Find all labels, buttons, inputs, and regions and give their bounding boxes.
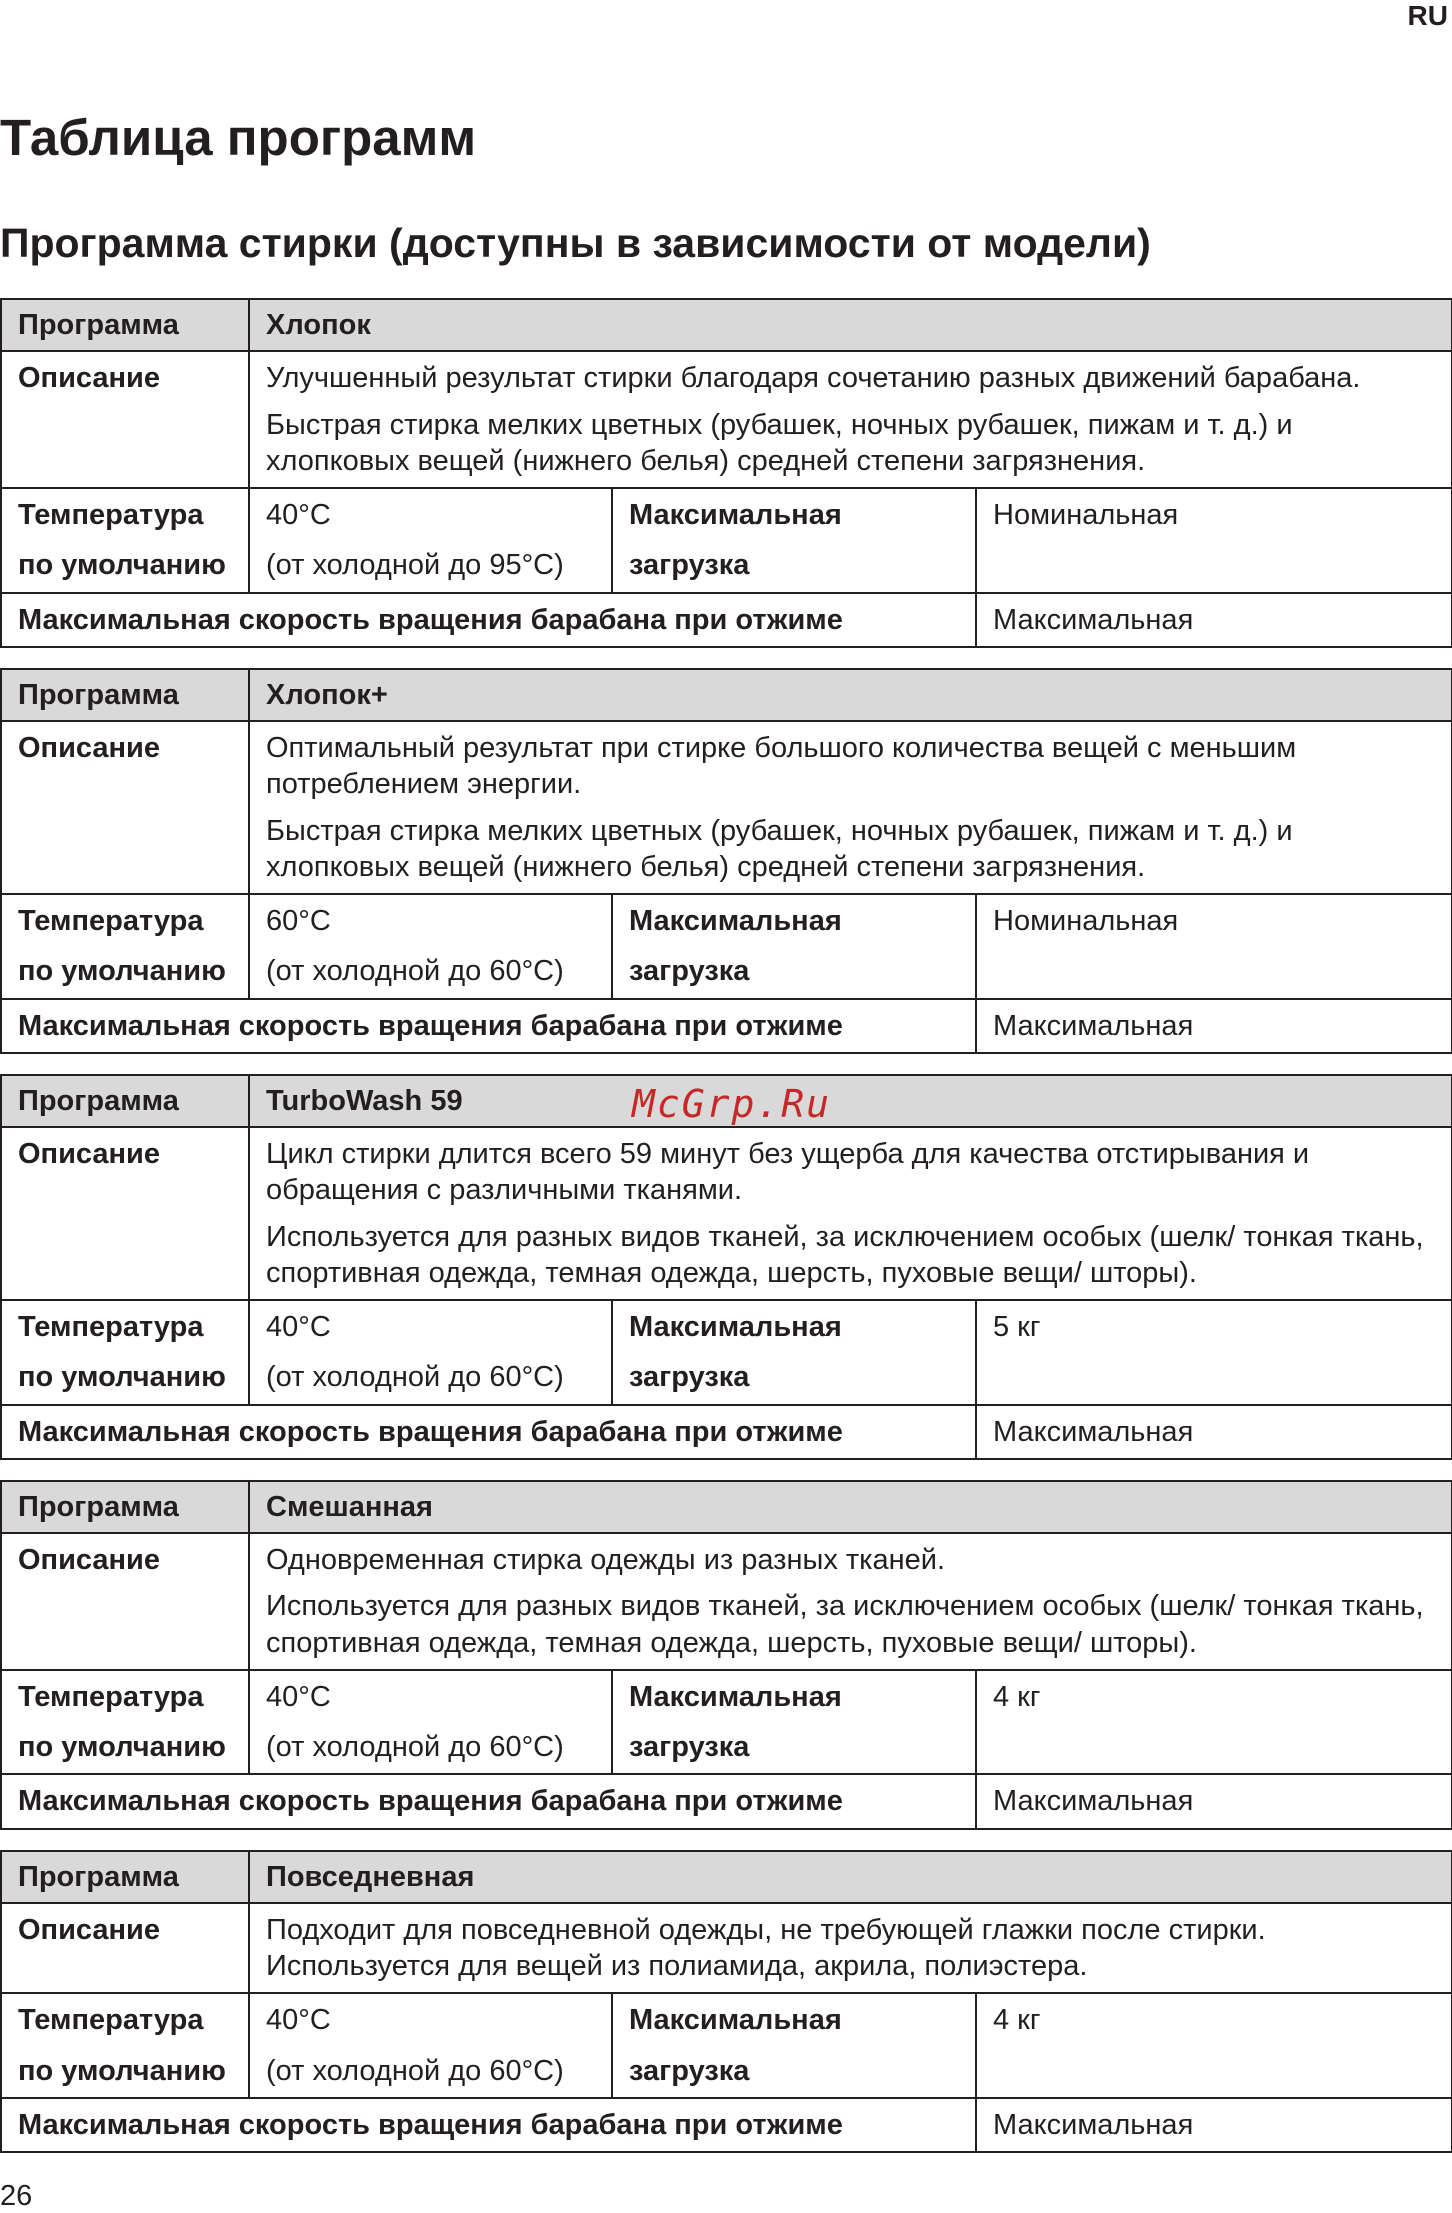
temperature-value: 40°C (от холодной до 95°C) bbox=[249, 488, 612, 593]
spin-value: Максимальная bbox=[976, 999, 1452, 1053]
program-name: TurboWash 59 bbox=[249, 1075, 1452, 1127]
program-label: Программа bbox=[1, 1851, 249, 1903]
description-row bbox=[1, 1903, 1452, 1994]
spin-row bbox=[1, 2098, 1452, 2152]
program-tables bbox=[0, 298, 1451, 2173]
program-header-row bbox=[1, 1851, 1452, 1903]
temperature-value: 40°C (от холодной до 60°C) bbox=[249, 1670, 612, 1775]
description-label: Описание bbox=[1, 1127, 249, 1300]
temperature-label: Температура по умолчанию bbox=[1, 488, 249, 593]
description-paragraph: Быстрая стирка мелких цветных (рубашек, ночных рубашек, пижам и т. д.) и хлопковых вещей (нижнего белья) средней степени загрязнения. bbox=[266, 408, 1293, 477]
spin-row bbox=[1, 999, 1452, 1053]
program-header-row bbox=[1, 299, 1452, 351]
program-table bbox=[0, 1850, 1452, 2154]
spin-value: Максимальная bbox=[976, 2098, 1452, 2152]
program-label: Программа bbox=[1, 1481, 249, 1533]
program-label: Программа bbox=[1, 299, 249, 351]
program-table bbox=[0, 1074, 1452, 1460]
spin-value: Максимальная bbox=[976, 1405, 1452, 1459]
description-paragraph: Используется для разных видов тканей, за исключением особых (шелк/ тонкая ткань, спортивная одежда, темная одежда, шерсть, пуховые вещи/ шторы). bbox=[266, 1220, 1424, 1289]
load-value: Номинальная bbox=[976, 894, 1452, 999]
description-text bbox=[249, 351, 1452, 488]
spin-label: Максимальная скорость вращения барабана при отжиме bbox=[1, 2098, 976, 2152]
description-paragraph: Улучшенный результат стирки благодаря сочетанию разных движений барабана. bbox=[266, 362, 1361, 395]
description-label: Описание bbox=[1, 721, 249, 894]
temperature-load-row bbox=[1, 1300, 1452, 1405]
load-label: Максимальная загрузка bbox=[612, 1300, 976, 1405]
temperature-value: 40°C (от холодной до 60°C) bbox=[249, 1993, 612, 2098]
temperature-value: 60°C (от холодной до 60°C) bbox=[249, 894, 612, 999]
description-text bbox=[249, 721, 1452, 894]
description-paragraph: Подходит для повседневной одежды, не требующей глажки после стирки. Используется для вещей из полиамида, акрила, полиэстера. bbox=[266, 1913, 1266, 1982]
page-number: 26 bbox=[0, 2180, 33, 2212]
spin-value: Максимальная bbox=[976, 593, 1452, 647]
program-header-row bbox=[1, 669, 1452, 721]
program-name: Повседневная bbox=[249, 1851, 1452, 1903]
load-label: Максимальная загрузка bbox=[612, 894, 976, 999]
program-name: Хлопок+ bbox=[249, 669, 1452, 721]
program-name: Хлопок bbox=[249, 299, 1452, 351]
load-value: Номинальная bbox=[976, 488, 1452, 593]
temperature-value: 40°C (от холодной до 60°C) bbox=[249, 1300, 612, 1405]
spin-label: Максимальная скорость вращения барабана при отжиме bbox=[1, 1405, 976, 1459]
temperature-label: Температура по умолчанию bbox=[1, 1993, 249, 2098]
description-label: Описание bbox=[1, 1533, 249, 1670]
spin-label: Максимальная скорость вращения барабана при отжиме bbox=[1, 593, 976, 647]
temperature-label: Температура по умолчанию bbox=[1, 1300, 249, 1405]
load-label: Максимальная загрузка bbox=[612, 1993, 976, 2098]
section-title: Программа стирки (доступны в зависимости от модели) bbox=[0, 220, 1151, 266]
spin-row bbox=[1, 593, 1452, 647]
description-paragraph: Цикл стирки длится всего 59 минут без ущерба для качества отстирывания и обращения с различными тканями. bbox=[266, 1138, 1310, 1207]
spin-value: Максимальная bbox=[976, 1774, 1452, 1828]
program-table bbox=[0, 298, 1452, 648]
temperature-load-row bbox=[1, 1993, 1452, 2098]
description-paragraph: Используется для разных видов тканей, за исключением особых (шелк/ тонкая ткань, спортивная одежда, темная одежда, шерсть, пуховые вещи/ шторы). bbox=[266, 1590, 1424, 1659]
description-text bbox=[249, 1903, 1452, 1994]
spin-label: Максимальная скорость вращения барабана при отжиме bbox=[1, 1774, 976, 1828]
page-title: Таблица программ bbox=[0, 109, 477, 166]
temperature-label: Температура по умолчанию bbox=[1, 894, 249, 999]
description-text bbox=[249, 1127, 1452, 1300]
temperature-load-row bbox=[1, 1670, 1452, 1775]
description-row bbox=[1, 1533, 1452, 1670]
spin-row bbox=[1, 1774, 1452, 1828]
load-value: 4 кг bbox=[976, 1993, 1452, 2098]
description-label: Описание bbox=[1, 1903, 249, 1994]
description-row bbox=[1, 1127, 1452, 1300]
description-row bbox=[1, 351, 1452, 488]
load-label: Максимальная загрузка bbox=[612, 1670, 976, 1775]
watermark: McGrp.Ru bbox=[632, 1082, 832, 1126]
load-value: 4 кг bbox=[976, 1670, 1452, 1775]
load-label: Максимальная загрузка bbox=[612, 488, 976, 593]
program-table bbox=[0, 1480, 1452, 1830]
description-paragraph: Одновременная стирка одежды из разных тканей. bbox=[266, 1544, 946, 1576]
program-header-row bbox=[1, 1481, 1452, 1533]
program-label: Программа bbox=[1, 1075, 249, 1127]
load-value: 5 кг bbox=[976, 1300, 1452, 1405]
language-code: RU bbox=[1407, 0, 1448, 31]
program-table bbox=[0, 668, 1452, 1054]
spin-label: Максимальная скорость вращения барабана при отжиме bbox=[1, 999, 976, 1053]
description-paragraph: Быстрая стирка мелких цветных (рубашек, ночных рубашек, пижам и т. д.) и хлопковых вещей (нижнего белья) средней степени загрязнения. bbox=[266, 814, 1293, 883]
description-paragraph: Оптимальный результат при стирке большого количества вещей с меньшим потреблением энергии. bbox=[266, 732, 1297, 801]
temperature-load-row bbox=[1, 894, 1452, 999]
description-row bbox=[1, 721, 1452, 894]
description-label: Описание bbox=[1, 351, 249, 488]
spin-row bbox=[1, 1405, 1452, 1459]
temperature-label: Температура по умолчанию bbox=[1, 1670, 249, 1775]
program-label: Программа bbox=[1, 669, 249, 721]
temperature-load-row bbox=[1, 488, 1452, 593]
description-text bbox=[249, 1533, 1452, 1670]
program-name: Смешанная bbox=[249, 1481, 1452, 1533]
